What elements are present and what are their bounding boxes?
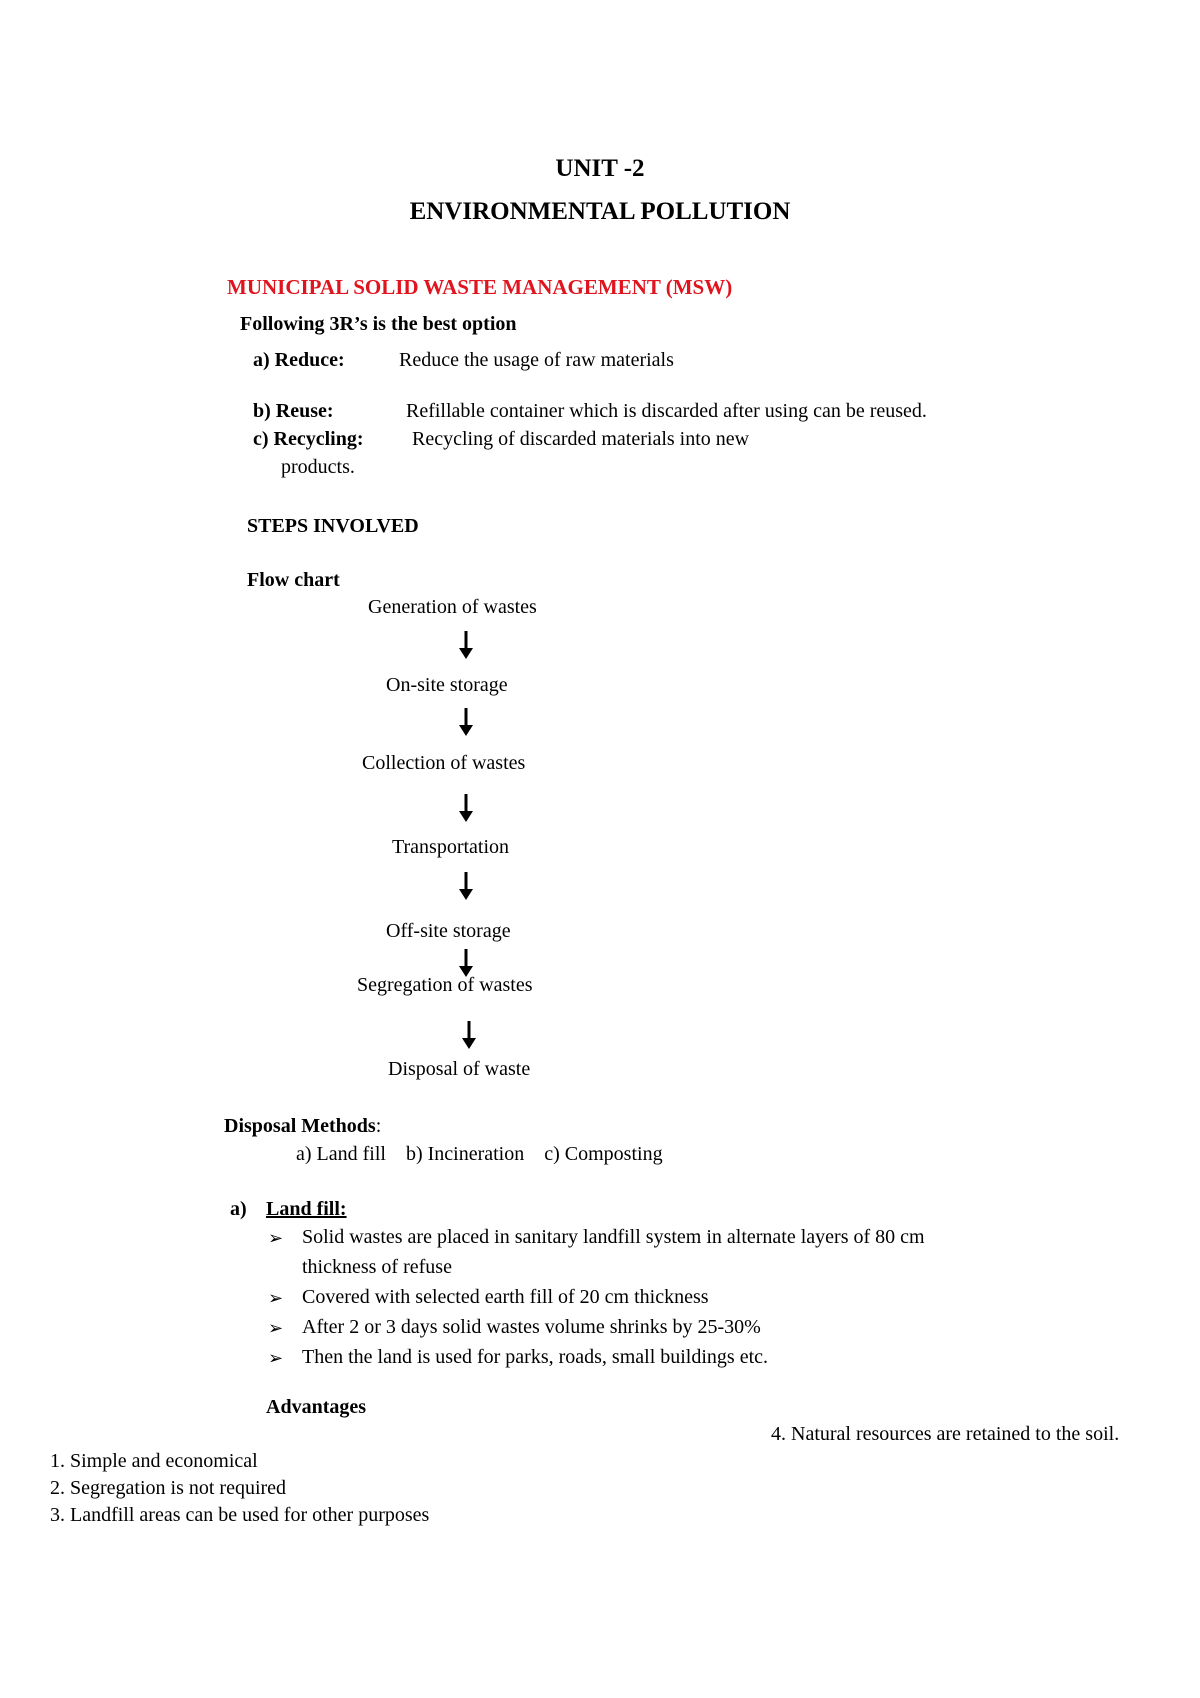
reduce-label: a) Reduce: — [253, 349, 345, 371]
disposal-methods: a) Land fill b) Incineration c) Composting — [296, 1143, 663, 1165]
flow-step: Collection of wastes — [362, 752, 526, 774]
landfill-title: Land fill: — [266, 1198, 347, 1220]
flow-step: Generation of wastes — [368, 596, 537, 618]
bullet-icon: ➢ — [268, 1318, 284, 1338]
flow-chart-label: Flow chart — [247, 569, 340, 591]
recycling-text: Recycling of discarded materials into new — [412, 428, 750, 450]
down-arrow-icon — [456, 793, 476, 823]
down-arrow-icon — [456, 871, 476, 901]
section-intro: Following 3R’s is the best option — [240, 313, 517, 335]
down-arrow-icon — [459, 1020, 479, 1050]
flow-step: Transportation — [392, 836, 510, 858]
bullet-icon: ➢ — [268, 1228, 284, 1248]
disposal-title — [224, 1115, 381, 1138]
down-arrow-icon — [456, 707, 476, 737]
flow-step: Segregation of wastes — [357, 974, 533, 996]
flow-step: Disposal of waste — [388, 1058, 531, 1080]
bullet-icon: ➢ — [268, 1348, 284, 1368]
advantage-item: 4. Natural resources are retained to the soil. — [771, 1423, 1120, 1445]
list-item: Then the land is used for parks, roads, small buildings etc. — [302, 1346, 769, 1368]
list-item: Solid wastes are placed in sanitary landfill system in alternate layers of 80 cm — [302, 1226, 925, 1248]
list-item: Covered with selected earth fill of 20 cm thickness — [302, 1286, 709, 1308]
advantage-item: 1. Simple and economical — [50, 1450, 258, 1472]
landfill-label: a) — [230, 1198, 247, 1220]
disposal-title-colon: : — [375, 1115, 382, 1137]
bullet-icon: ➢ — [268, 1288, 284, 1308]
list-item: thickness of refuse — [302, 1256, 452, 1278]
recycling-text-cont: products. — [281, 456, 355, 478]
advantage-item: 3. Landfill areas can be used for other purposes — [50, 1504, 430, 1526]
unit-heading: UNIT -2 — [555, 155, 645, 182]
list-item: After 2 or 3 days solid wastes volume shrinks by 25-30% — [302, 1316, 761, 1338]
reduce-text: Reduce the usage of raw materials — [399, 349, 674, 371]
disposal-title-text: Disposal Methods — [224, 1115, 376, 1137]
recycling-label: c) Recycling: — [253, 428, 364, 450]
advantage-item: 2. Segregation is not required — [50, 1477, 287, 1499]
reuse-text: Refillable container which is discarded after using can be reused. — [406, 400, 927, 422]
flow-step: On-site storage — [386, 674, 508, 696]
reuse-label: b) Reuse: — [253, 400, 334, 422]
flow-step: Off-site storage — [386, 920, 511, 942]
steps-title: STEPS INVOLVED — [247, 515, 419, 537]
down-arrow-icon — [456, 630, 476, 660]
advantages-title: Advantages — [266, 1396, 367, 1418]
page-title: ENVIRONMENTAL POLLUTION — [409, 198, 791, 225]
section-title: MUNICIPAL SOLID WASTE MANAGEMENT (MSW) — [227, 275, 733, 299]
